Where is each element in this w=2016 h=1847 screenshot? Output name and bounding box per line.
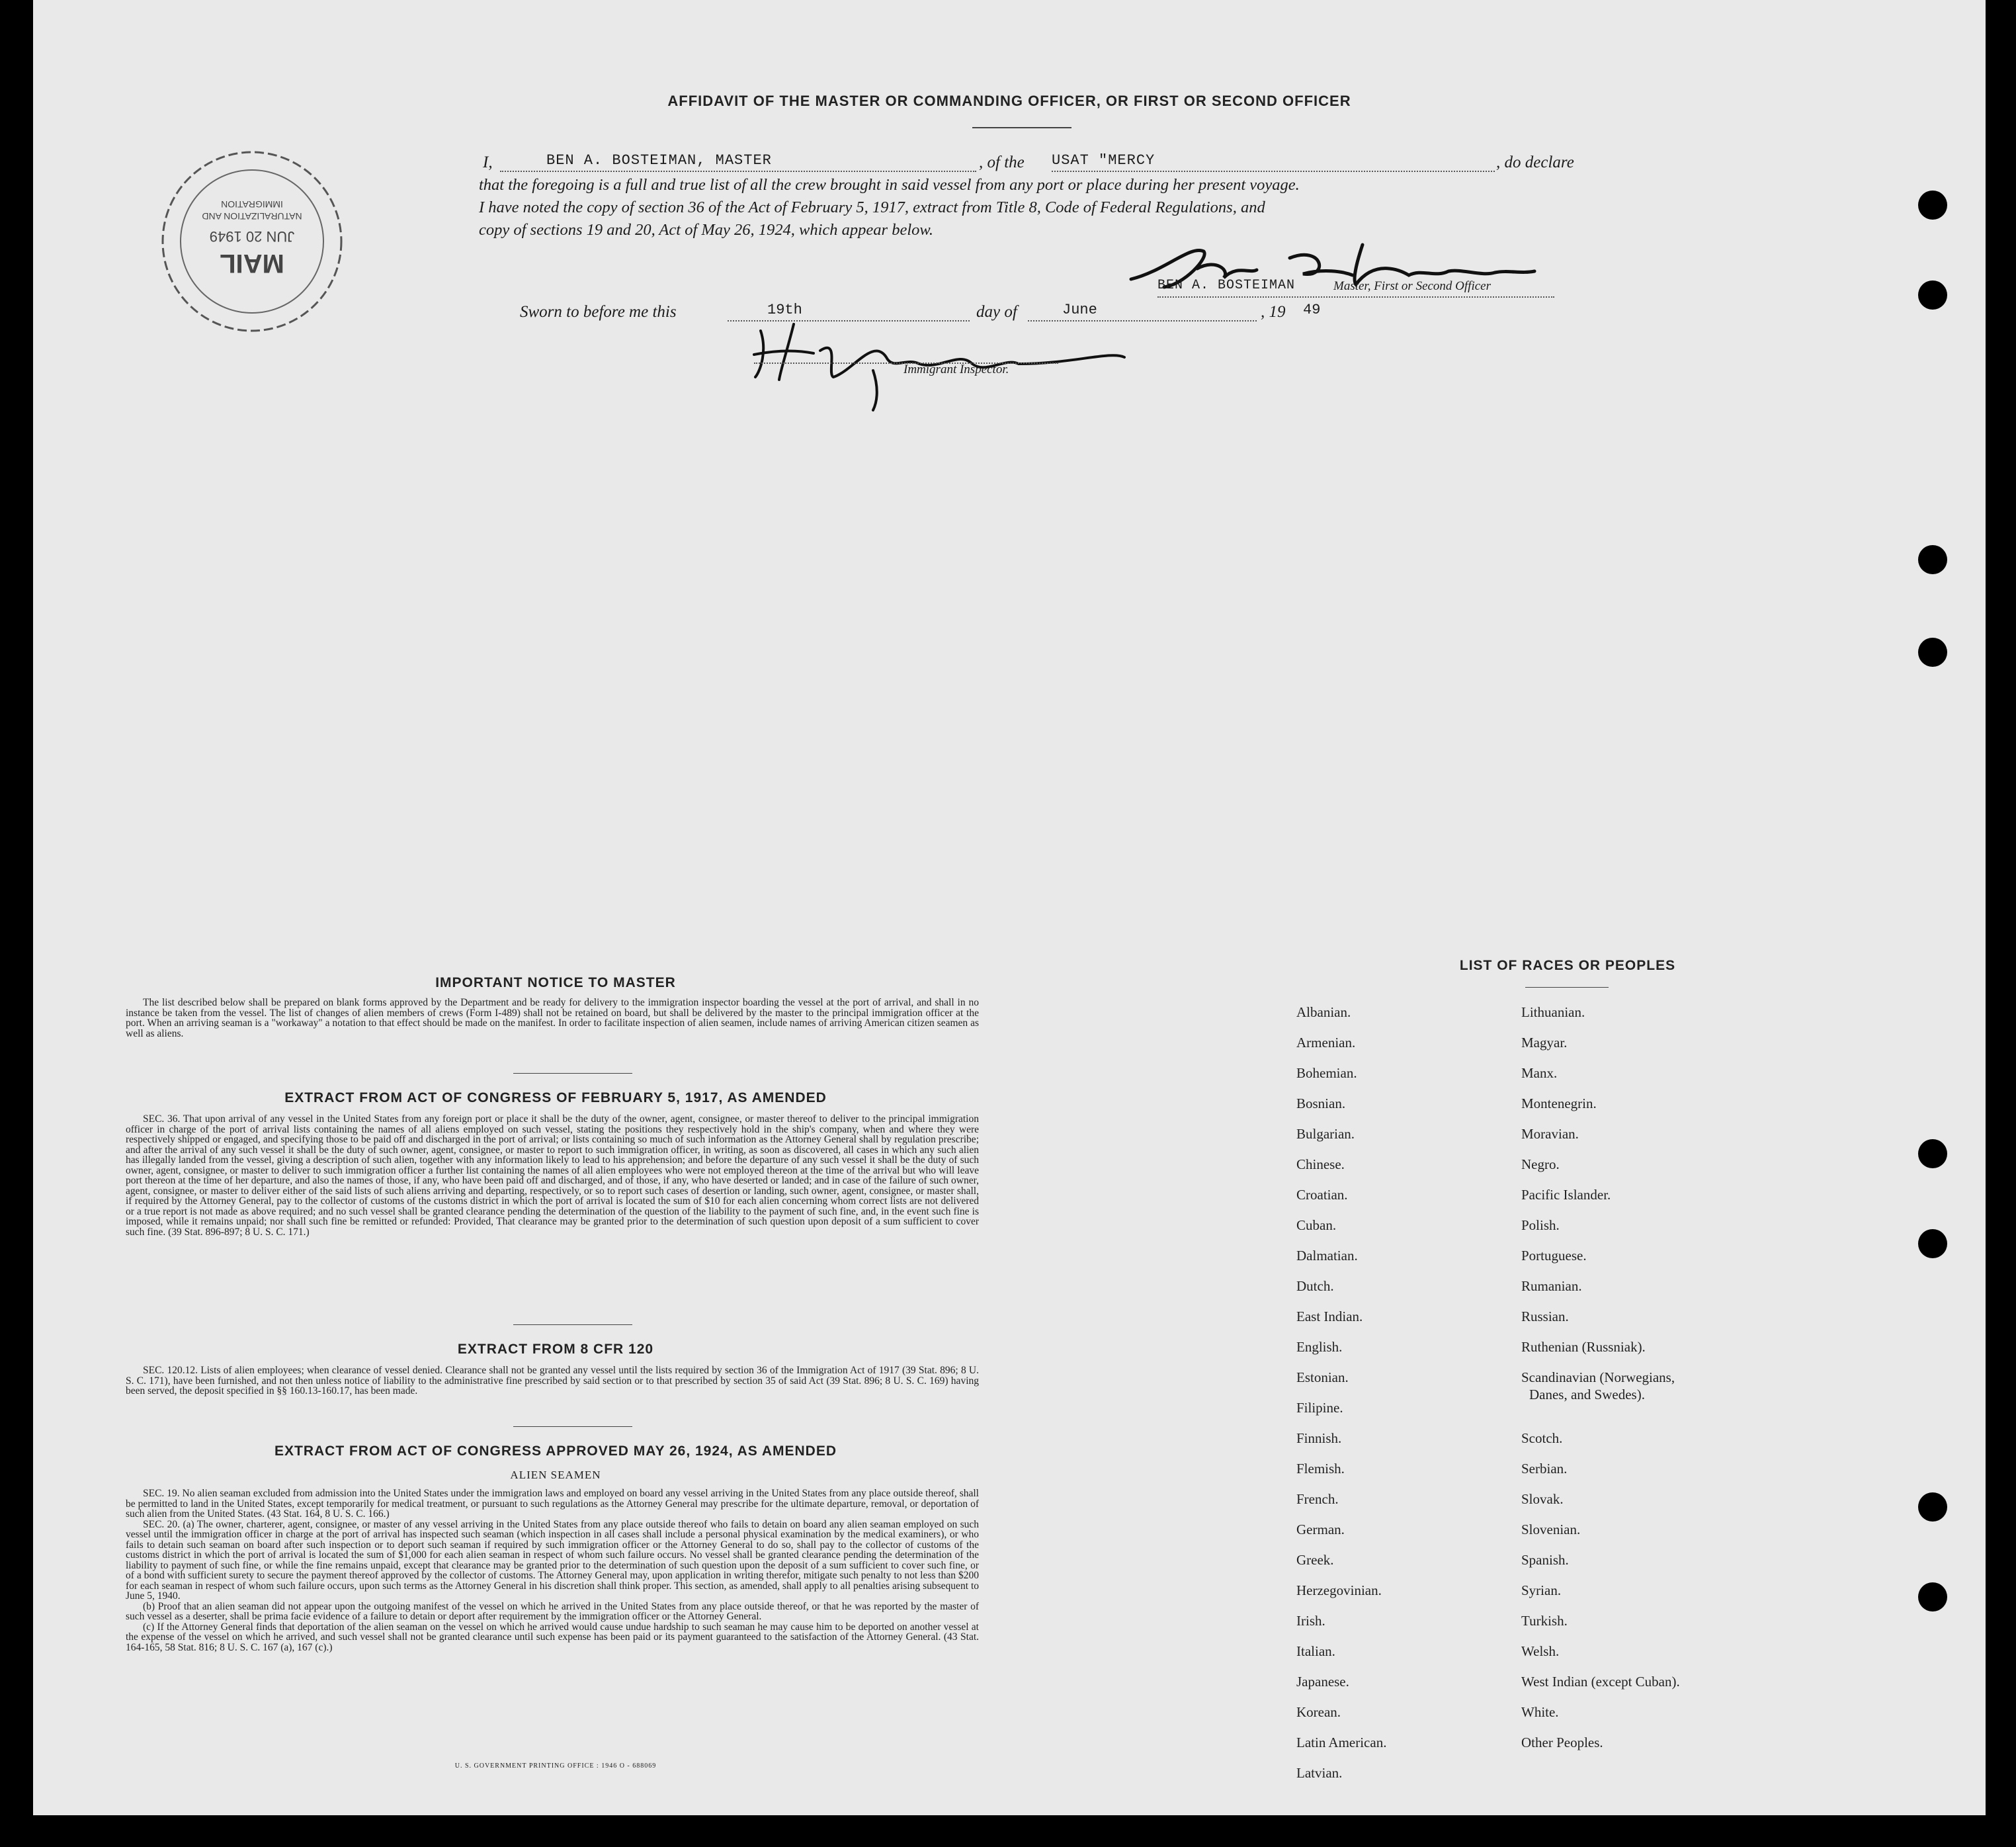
- race-item: Irish.: [1296, 1613, 1325, 1629]
- punch-hole: [1918, 638, 1947, 667]
- punch-hole: [1918, 545, 1947, 574]
- race-item: Filipine.: [1296, 1400, 1343, 1416]
- race-item: Latvian.: [1296, 1765, 1343, 1781]
- master-name: BEN A. BOSTEIMAN, MASTER: [546, 152, 772, 169]
- race-item: Croatian.: [1296, 1187, 1348, 1203]
- inspector-title: Immigrant Inspector.: [903, 363, 1009, 376]
- extract-1924-title: EXTRACT FROM ACT OF CONGRESS APPROVED MAY 26, 1924, AS AMENDED: [274, 1443, 837, 1459]
- signer-typed-name: BEN A. BOSTEIMAN: [1157, 278, 1296, 293]
- race-item: Chinese.: [1296, 1156, 1345, 1172]
- race-item: English.: [1296, 1339, 1343, 1355]
- affidavit-line4: copy of sections 19 and 20, Act of May 26, 1924, which appear below.: [479, 221, 934, 239]
- punch-hole: [1918, 191, 1947, 220]
- race-item: Rumanian.: [1521, 1278, 1582, 1294]
- punch-hole: [1918, 1229, 1947, 1258]
- extract-cfr-title: EXTRACT FROM 8 CFR 120: [457, 1342, 654, 1357]
- vessel-name: USAT "MERCY: [1052, 152, 1155, 169]
- race-item: Italian.: [1296, 1643, 1335, 1659]
- race-item: Slovak.: [1521, 1491, 1564, 1507]
- extract-1917-title: EXTRACT FROM ACT OF CONGRESS OF FEBRUARY 5, 1917, AS AMENDED: [284, 1090, 827, 1105]
- race-item: Welsh.: [1521, 1643, 1560, 1659]
- svg-text:JUN 20 1949: JUN 20 1949: [209, 228, 295, 245]
- affidavit-line1: I, BEN A. BOSTEIMAN, MASTER , of the USAT "MERCY , do declare: [483, 152, 1574, 171]
- race-item: Manx.: [1521, 1065, 1558, 1081]
- race-item: Moravian.: [1521, 1126, 1579, 1142]
- race-item: Bosnian.: [1296, 1095, 1346, 1111]
- affidavit-line3: I have noted the copy of section 36 of the Act of February 5, 1917, extract from Title 8, Code of Federal Regulations, and: [479, 198, 1265, 216]
- affidavit-title: AFFIDAVIT OF THE MASTER OR COMMANDING OFFICER, OR FIRST OR SECOND OFFICER: [667, 93, 1351, 109]
- race-item: Syrian.: [1521, 1582, 1562, 1598]
- race-item: Negro.: [1521, 1156, 1560, 1172]
- svg-text:IMMIGRATION: IMMIGRATION: [221, 199, 283, 210]
- race-item: Armenian.: [1296, 1035, 1356, 1051]
- race-item: Bohemian.: [1296, 1065, 1357, 1081]
- race-item: Bulgarian.: [1296, 1126, 1355, 1142]
- race-item: West Indian (except Cuban).: [1521, 1674, 1680, 1690]
- race-item: Spanish.: [1521, 1552, 1569, 1568]
- signer-title: Master, First or Second Officer: [1333, 279, 1491, 293]
- race-item: Herzegovinian.: [1296, 1582, 1382, 1598]
- notice-title: IMPORTANT NOTICE TO MASTER: [435, 975, 676, 990]
- race-item: Flemish.: [1296, 1461, 1345, 1477]
- race-item: Greek.: [1296, 1552, 1334, 1568]
- race-item: Estonian.: [1296, 1369, 1349, 1385]
- sworn-year: 49: [1303, 302, 1321, 318]
- race-item: Pacific Islander.: [1521, 1187, 1611, 1203]
- sworn-day: 19th: [767, 302, 802, 318]
- races-title: LIST OF RACES OR PEOPLES: [1459, 958, 1676, 973]
- race-item: Japanese.: [1296, 1674, 1349, 1690]
- race-item: Polish.: [1521, 1217, 1560, 1233]
- race-item: Serbian.: [1521, 1461, 1568, 1477]
- punch-hole: [1918, 280, 1947, 310]
- race-item: White.: [1521, 1704, 1559, 1720]
- extract-1917-body: SEC. 36. That upon arrival of any vessel in the United States from any foreign port or place it shall be the duty of the owner, agent, consignee, or master thereof to deliver to the principal immigration officer in charge of the port of arrival lists containing the names of all aliens employed on such vessel, stating the positions they respectively hold in the ship's company, when and where they were respectively shipped or engaged, and specifying those to be paid off and discharged in the port of arrival; or lists containing so much of such information as the Attorney General shall by regulation prescribe; and after the arrival of any such vessel it shall be the duty of such owner, agent, consignee, or master to report to such immigration officer, in writing, as soon as discovered, all cases in which any such alien has illegally landed from the vessel, giving a description of such alien, together with any information likely to lead to his apprehension; and before the departure of any such vessel it shall be the duty of such owner, agent, consignee, or master to deliver to such immigration officer a further list containing the names of all alien employees who were not employed thereon at the time of the arrival but who will leave port thereon at the time of her departure, and also the names of those, if any, who have been paid off and discharged, and of those, if any, who have deserted or landed; and in case of the failure of such owner, agent, consignee, or master to deliver either of the said lists of such aliens arriving and departing, respectively, or so to report such cases of desertion or landing, such owner, agent, consignee, or master shall, if required by the Attorney General, pay to the collector of customs of the customs district in which the port of arrival is located the sum of $10 for each alien concerning whom correct lists are not delivered or a true report is not made as above required; and no such vessel shall be granted clearance pending the determination of the question of the liability to the payment of such fine, and, in the event such fine is imposed, while it remains unpaid; nor shall such fine be remitted or refunded: Provided, That clearance may be granted prior to the determination of such question upon deposit of a sum sufficient to cover such fine. (39 Stat. 896-897; 8 U. S. C. 171.): [126, 1113, 979, 1238]
- title-rule: [972, 127, 1071, 128]
- notice-body: The list described below shall be prepared on blank forms approved by the Department and be ready for delivery to the immigration inspector boarding the vessel at the port of arrival, and shall in no instance be taken from the vessel. The list of changes of alien members of crews (Form I-489) shall not be retained on board, but shall be delivered by the master to the principal immigration officer at the port. When an arriving seaman is a "workaway" a notation to that effect should be made on the manifest. In order to facilitate inspection of alien seamen, include names of arriving American citizen seamen as well as aliens.: [126, 997, 979, 1039]
- punch-hole: [1918, 1492, 1947, 1522]
- race-item: Albanian.: [1296, 1004, 1351, 1020]
- race-item: Danes, and Swedes).: [1529, 1387, 1645, 1402]
- svg-text:MAIL: MAIL: [220, 249, 284, 278]
- race-item: East Indian.: [1296, 1309, 1363, 1324]
- race-item: Finnish.: [1296, 1430, 1342, 1446]
- race-item: French.: [1296, 1491, 1339, 1507]
- extract-1924-subtitle: ALIEN SEAMEN: [510, 1469, 601, 1481]
- race-item: Latin American.: [1296, 1735, 1387, 1750]
- punch-hole: [1918, 1139, 1947, 1168]
- race-item: Scandinavian (Norwegians,: [1521, 1369, 1675, 1385]
- punch-hole: [1918, 1582, 1947, 1611]
- sworn-line: Sworn to before me this 19th day of June , 19 49: [520, 302, 1321, 321]
- race-item: Slovenian.: [1521, 1522, 1581, 1537]
- race-item: Dalmatian.: [1296, 1248, 1358, 1264]
- race-item: Portuguese.: [1521, 1248, 1587, 1264]
- race-item: Korean.: [1296, 1704, 1341, 1720]
- extract-cfr-body: SEC. 120.12. Lists of alien employees; when clearance of vessel denied. Clearance shall not be granted any vessel until the lists required by section 36 of the Immigration Act of 1917 (39 Stat. 896; 8 U. S. C. 171), have been furnished, and not then unless notice of liability to the administrative fine prescribed by said section or to that prescribed by section 35 of said Act (39 Stat. 896; 8 U. S. C. 169) having been served, the deposit specified in §§ 160.13-160.17, has been made.: [126, 1365, 979, 1396]
- printer-imprint: U. S. GOVERNMENT PRINTING OFFICE : 1946 O - 688069: [454, 1762, 657, 1770]
- document-page: [33, 0, 1986, 1815]
- race-item: Russian.: [1521, 1309, 1569, 1324]
- race-item: German.: [1296, 1522, 1345, 1537]
- svg-text:NATURALIZATION AND: NATURALIZATION AND: [202, 211, 302, 222]
- race-item: Dutch.: [1296, 1278, 1334, 1294]
- race-item: Other Peoples.: [1521, 1735, 1603, 1750]
- race-item: Montenegrin.: [1521, 1095, 1597, 1111]
- race-item: Cuban.: [1296, 1217, 1337, 1233]
- race-item: Ruthenian (Russniak).: [1521, 1339, 1646, 1355]
- affidavit-line2: that the foregoing is a full and true list of all the crew brought in said vessel from any port or place during her present voyage.: [479, 176, 1300, 194]
- extract-1924-body: SEC. 19. No alien seaman excluded from admission into the United States under the immigration laws and employed on board any vessel arriving in the United States from any place outside thereof, shall be permitted to land in the United States, except temporarily for medical treatment, or pursuant to such regulations as the Attorney General may prescribe for the ultimate departure, removal, or deportation of such alien from the United States. (43 Stat. 164, 8 U. S. C. 166.) SEC. 20. (a) The owner, charterer, agent, consignee, or master of any vessel arriving in the United States from any place outside thereof who fails to detain on board any alien seaman employed on such vessel until the immigration officer in charge at the port of arrival has inspected such seaman (which inspection in all cases shall include a personal physical examination by the medical examiners), or who fails to detain such seaman on board after such inspection or to deport such seaman if required by such immigration officer or the Attorney General to do so, shall pay to the collector of customs of the customs district in which the port of arrival is located the sum of $1,000 for each alien seaman in respect of whom such failure occurs. No vessel shall be granted clearance pending the determination of the liability to payment of such fine, or while the fine remains unpaid, except that clearance may be granted prior to the determination of such question upon the deposit of a sum sufficient to cover such fine, or of a bond with sufficient surety to secure the payment thereof approved by the collector of customs. The Attorney General may, upon application in writing therefor, mitigate such penalty to not less than $200 for each seaman in respect of whom such failure occurs, upon such terms as the Attorney General in his discretion shall think proper. This section, as amended, shall apply to all penalties arising subsequent to June 5, 1940. (b) Proof that an alien seaman did not appear upon the outgoing manifest of the vessel on which he arrived in the United States from any place outside thereof, or that he was reported by the master of such vessel as a deserter, shall be prima facie evidence of a failure to detain or deport after requirement by the immigration officer or the Attorney General. (c) If the Attorney General finds that deportation of the alien seaman on the vessel on which he arrived would cause undue hardship to such seaman he may cause him to be deported on another vessel at the expense of the vessel on which he arrived, and such vessel shall not be granted clearance until such expense has been paid or its payment guaranteed to the satisfaction of the Attorney General. (43 Stat. 164-165, 58 Stat. 816; 8 U. S. C. 167 (a), 167 (c).): [126, 1488, 979, 1653]
- race-item: Scotch.: [1521, 1430, 1563, 1446]
- sworn-month: June: [1062, 302, 1097, 318]
- race-item: Lithuanian.: [1521, 1004, 1585, 1020]
- race-item: Magyar.: [1521, 1035, 1568, 1051]
- race-item: Turkish.: [1521, 1613, 1568, 1629]
